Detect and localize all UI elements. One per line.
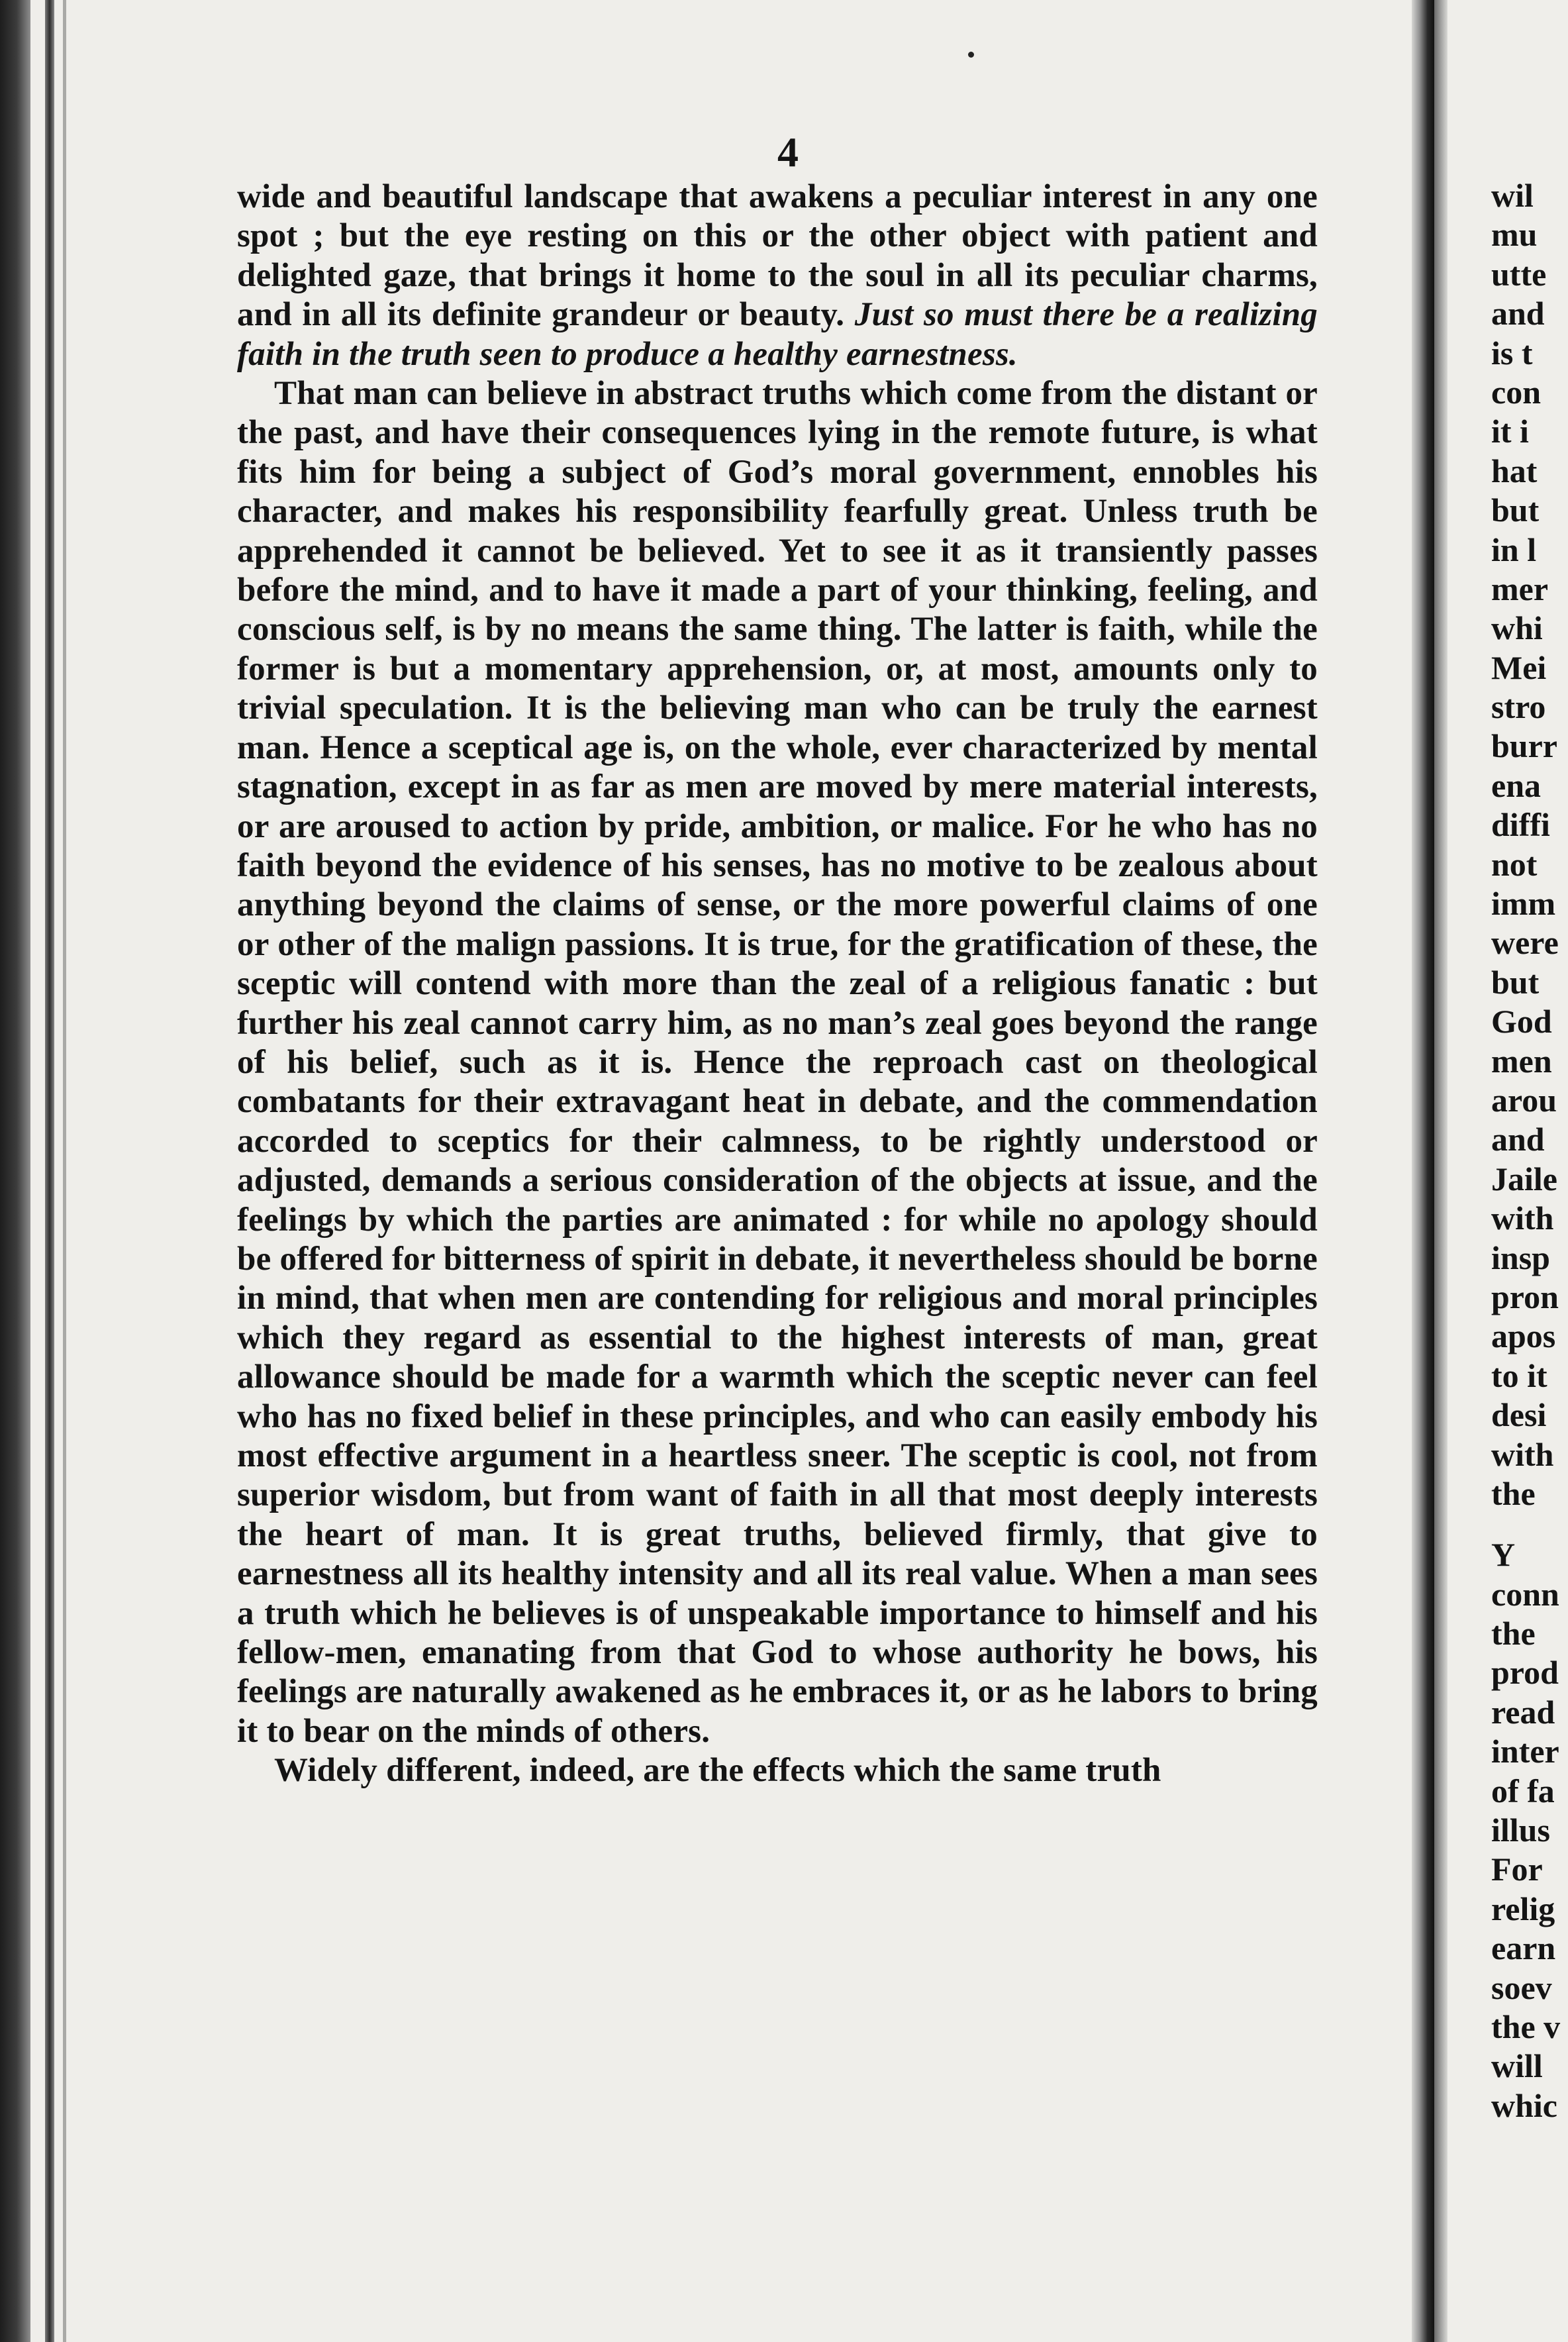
facing-page-fragment	[1491, 176, 1568, 2125]
facing-page-line: soev	[1491, 1968, 1552, 2006]
facing-page-line: Y	[1491, 1536, 1516, 1574]
paragraph-1	[237, 178, 1318, 374]
facing-page-line: to it	[1491, 1356, 1547, 1394]
facing-page-line: insp	[1491, 1239, 1550, 1276]
facing-page-line: the v	[1491, 2008, 1561, 2045]
facing-page-line: conn	[1491, 1575, 1559, 1613]
facing-page-line: whic	[1491, 2086, 1557, 2124]
body-text	[237, 178, 1318, 1791]
facing-page-line: utte	[1491, 255, 1547, 293]
facing-page-line: and	[1491, 1121, 1545, 1158]
facing-page-paragraph-gap	[1491, 1513, 1568, 1535]
facing-page-line: desi	[1491, 1396, 1547, 1434]
facing-page-line: the	[1491, 1615, 1536, 1653]
facing-page-line: inter	[1491, 1733, 1559, 1770]
facing-page-line: Mei	[1491, 648, 1547, 686]
facing-page-line: read	[1491, 1693, 1555, 1731]
facing-page-line: were	[1491, 924, 1559, 962]
facing-page-line: earn	[1491, 1929, 1556, 1967]
facing-page-line: not	[1491, 845, 1538, 883]
facing-page-line: ena	[1491, 766, 1541, 804]
facing-page-line: con	[1491, 373, 1541, 411]
page-number: 4	[777, 128, 799, 176]
page-edge-rule	[45, 0, 54, 2342]
facing-page-line: pron	[1491, 1278, 1559, 1315]
facing-page-line: illus	[1491, 1811, 1550, 1849]
facing-page-line: is t	[1491, 334, 1533, 372]
facing-page-line: men	[1491, 1042, 1552, 1080]
facing-page-line: hat	[1491, 452, 1538, 489]
facing-page-line: whi	[1491, 609, 1543, 647]
facing-page-line: the	[1491, 1474, 1536, 1512]
facing-page-line: diffi	[1491, 806, 1550, 844]
facing-page-line: apos	[1491, 1317, 1556, 1355]
paragraph-1-text: wide and beautiful landscape that awakens a peculiar interest in any one spot ; but the eye resting on this or the other object with patient and delighted gaze, that brings it home to the soul in all its peculiar charms, and in all its definite grandeur or beauty.	[237, 178, 1318, 334]
facing-page-line: of fa	[1491, 1772, 1555, 1809]
paragraph-1-emphasis: Just so must there be a realizing faith in the truth seen to produce a healthy earnestness.	[237, 296, 1318, 373]
binding-gutter-highlight	[1434, 0, 1447, 2342]
facing-page-line: it i	[1491, 413, 1529, 450]
facing-page-line: but	[1491, 491, 1540, 529]
facing-page-line: arou	[1491, 1081, 1557, 1119]
facing-page-line: prod	[1491, 1654, 1559, 1692]
facing-page-line: burr	[1491, 727, 1557, 765]
facing-page-line: mu	[1491, 216, 1538, 254]
facing-page-line: mer	[1491, 570, 1549, 607]
facing-page-line: relig	[1491, 1890, 1555, 1927]
facing-page-line: wil	[1491, 177, 1534, 214]
page-edge-line	[63, 0, 66, 2342]
facing-page-line: will	[1491, 2047, 1543, 2085]
binding-gutter	[1412, 0, 1434, 2342]
facing-page-line: but	[1491, 963, 1540, 1001]
paragraph-3: Widely different, indeed, are the effects which the same truth	[274, 1752, 1161, 1790]
ink-speck	[968, 52, 974, 58]
facing-page-line: For	[1491, 1851, 1543, 1888]
facing-page-line: imm	[1491, 885, 1556, 923]
facing-page-line: Jaile	[1491, 1160, 1557, 1197]
facing-page-line: in l	[1491, 531, 1537, 568]
facing-page-line: stro	[1491, 688, 1546, 726]
facing-page-line: God	[1491, 1003, 1552, 1041]
page-edge-shadow	[0, 0, 30, 2342]
facing-page-line: with	[1491, 1435, 1554, 1473]
facing-page-line: and	[1491, 295, 1545, 332]
facing-page-line: with	[1491, 1199, 1554, 1237]
paragraph-2: That man can believe in abstract truths which come from the distant or the past, and have their consequences lying in the remote future, is what fits him for being a subject of God’s moral government, ennobles his character, and makes his responsibility fearfully great. Unless truth be apprehended it cannot be believed. Yet to see it as it transiently passes before the mind, and to have it made a part of your thinking, feeling, and conscious self, is by no means the same thing. The latter is faith, while the former is but a momentary apprehension, or, at most, amounts only to trivial speculation. It is the believing man who can be truly the earnest man. Hence a sceptical age is, on the whole, ever characterized by mental stagnation, except in as far as men are moved by mere material interests, or are aroused to action by pride, ambition, or malice. For he who has no faith beyond the evidence of his senses, has no motive to be zealous about anything beyond the claims of sense, or the more powerful claims of one or other of the malign passions. It is true, for the gratification of these, the sceptic will contend with more than the zeal of a religious fanatic : but further his zeal cannot carry him, as no man’s zeal goes beyond the range of his belief, such as it is. Hence the reproach cast on theological combatants for their extravagant heat in debate, and the commendation accorded to sceptics for their calmness, to be rightly understood or adjusted, demands a serious consideration of the objects at issue, and the feelings by which the parties are animated : for while no apology should be offered for bitterness of spirit in debate, it nevertheless should be borne in mind, that when men are contending for religious and moral principles which they regard as essential to the highest interests of man, great allowance should be made for a warmth which the sceptic never can feel who has no fixed belief in these principles, and who can easily embody his most effective argument in a heartless sneer. The sceptic is cool, not from superior wisdom, but from want of faith in all that most deeply interests the heart of man. It is great truths, believed firmly, that give to earnestness all its healthy intensity and all its real value. When a man sees a truth which he believes is of unspeakable importance to himself and his fellow-men, emanating from that God to whose authority he bows, his feelings are naturally awakened as he embraces it, or as he labors to bring it to bear on the minds of others.	[237, 375, 1318, 1750]
